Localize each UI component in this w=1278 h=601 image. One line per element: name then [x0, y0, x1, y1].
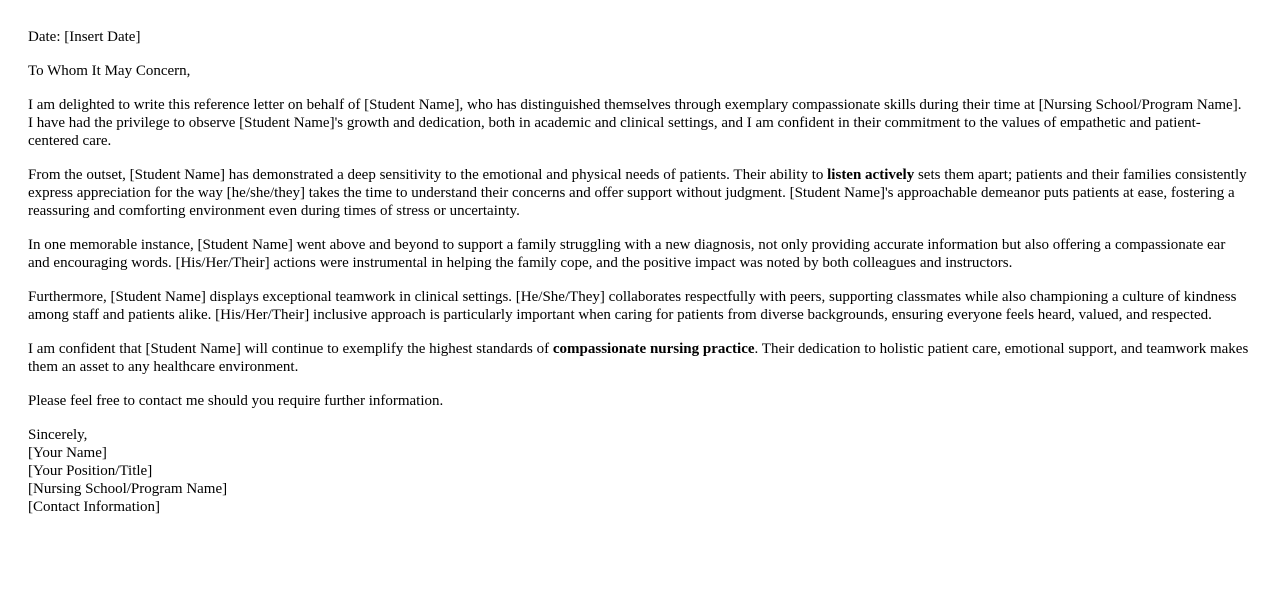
- paragraph-text: . Their dedication to holistic patient care, emotional support, and teamwork makes them an asset to any healthcare environment.: [28, 341, 1249, 375]
- letter-paragraph-intro: I am delighted to write this reference letter on behalf of [Student Name], who has distinguished themselves through exemplary compassionate skills during their time at [Nursing School/Program Name]. I have had the privilege to observe [Student Name]'s growth and dedication, both in academic and clinical settings, and I am confident in their commitment to the values of empathetic and patient-centered care.: [28, 97, 1242, 149]
- letter-date: Date: [Insert Date]: [28, 29, 141, 45]
- letter-signature: [28, 426, 1250, 516]
- signature-contact: [Contact Information]: [28, 499, 161, 515]
- emphasis-listen-actively: listen actively: [827, 167, 915, 183]
- signature-school: [Nursing School/Program Name]: [28, 481, 228, 497]
- letter-salutation: To Whom It May Concern,: [28, 63, 191, 79]
- letter-paragraph-sensitivity: [28, 166, 1250, 220]
- paragraph-text: sets them apart; patients and their families consistently express appreciation for the way [he/she/they] takes the time to understand their concerns and offer support without judgment. [Student Name]'s approachable demeanor puts patients at ease, fostering a reassuring and comforting environment even during times of stress or uncertainty.: [28, 167, 1247, 219]
- signature-closing: Sincerely,: [28, 427, 88, 443]
- letter-paragraph-teamwork: Furthermore, [Student Name] displays exceptional teamwork in clinical settings. [He/She/They] collaborates respectfully with peers, supporting classmates while also championing a culture of kindness among staff and patients alike. [His/Her/Their] inclusive approach is particularly important when caring for patients from diverse backgrounds, ensuring everyone feels heard, valued, and respected.: [28, 289, 1237, 323]
- reference-letter: [28, 28, 1250, 532]
- signature-position: [Your Position/Title]: [28, 463, 153, 479]
- paragraph-text: I am confident that [Student Name] will continue to exemplify the highest standards of: [28, 341, 553, 357]
- letter-paragraph-instance: In one memorable instance, [Student Name] went above and beyond to support a family struggling with a new diagnosis, not only providing accurate information but also offering a compassionate ear and encouraging words. [His/Her/Their] actions were instrumental in helping the family cope, and the positive impact was noted by both colleagues and instructors.: [28, 237, 1226, 271]
- signature-name: [Your Name]: [28, 445, 107, 461]
- letter-paragraph-confidence: [28, 340, 1250, 376]
- emphasis-compassionate-nursing-practice: compassionate nursing practice: [552, 341, 755, 357]
- letter-paragraph-contact: Please feel free to contact me should you require further information.: [28, 393, 444, 409]
- paragraph-text: From the outset, [Student Name] has demonstrated a deep sensitivity to the emotional and physical needs of patients. Their ability to: [28, 167, 828, 183]
